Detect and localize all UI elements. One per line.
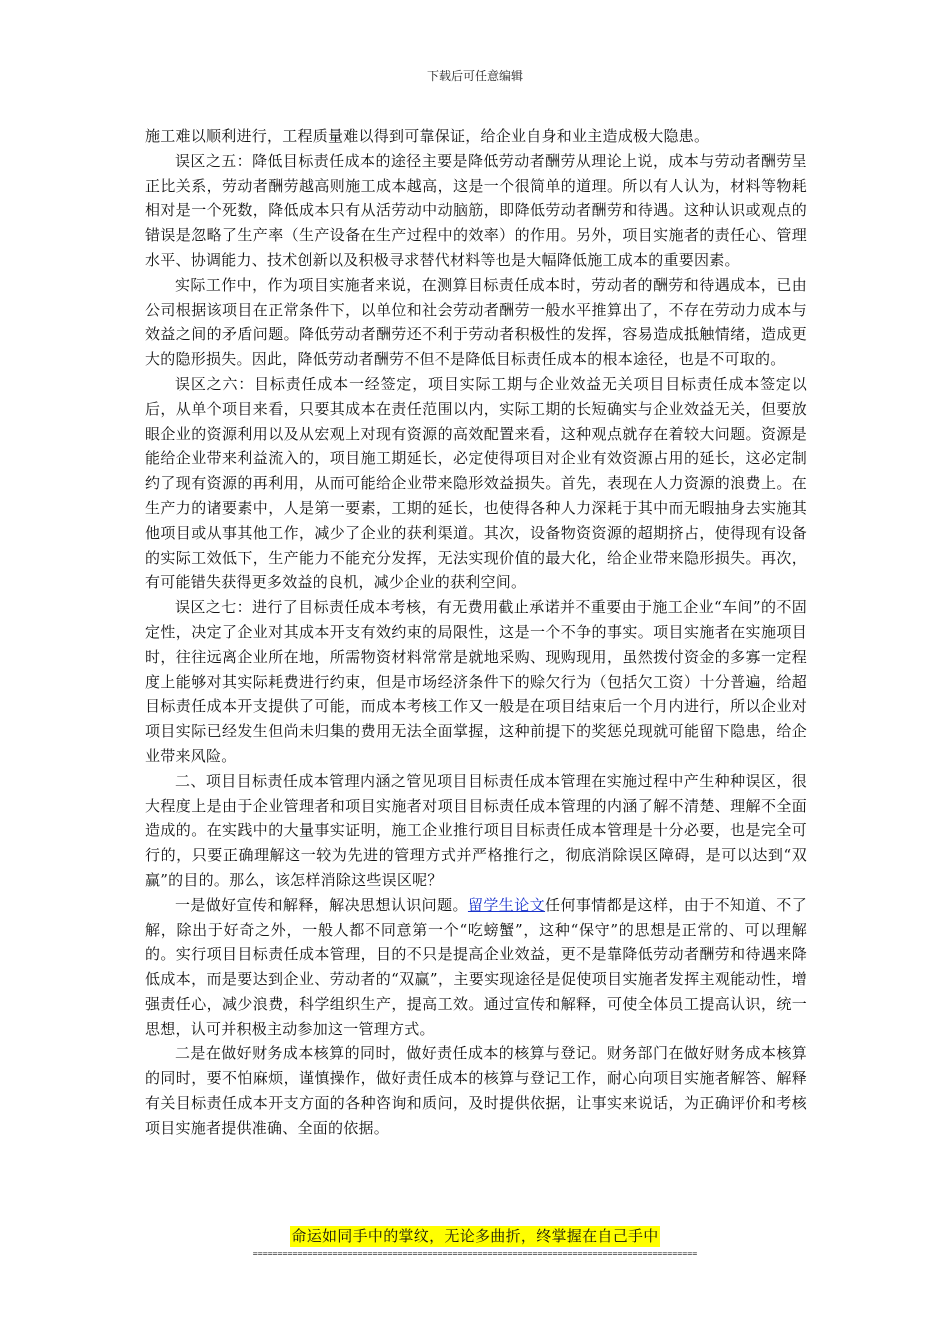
- motto-highlight: 命运如同手中的掌纹，无论多曲折，终掌握在自己手中: [291, 1227, 659, 1245]
- page-header: 下载后可任意编辑: [426, 69, 523, 83]
- paragraph-continuation: 施工难以顺利进行，工程质量难以得到可靠保证，给企业自身和业主造成极大隐患。: [145, 127, 710, 145]
- paragraph-practical-work: 实际工作中，作为项目实施者来说，在测算目标责任成本时，劳动者的酬劳和待遇成本，已由公司根据该项目在正常条件下，以单位和社会劳动者酬劳一般水平推算出了，不存在劳动力成本与效益之间的矛盾问题。降低劳动者酬劳还不利于劳动者积极性的发挥，容易造成抵触情绪，造成更大的隐形损失。因此，降低劳动者酬劳不但不是降低目标责任成本的根本途径，也是不可取的。: [145, 275, 807, 369]
- measure-1-body: 任何事情都是这样，由于不知道、不了解，除出于好奇之外，一般人都不同意第一个“吃螃蟹”，这种“保守”的思想是正常的、可以理解的。实行项目目标责任成本管理，目的不只是提高企业效益，更不是靠降低劳动者酬劳和待遇来降低成本，而是要达到企业、劳动者的“双赢”，主要实现途径是促使项目实施者发挥主观能动性，增强责任心，减少浪费，科学组织生产，提高工效。通过宣传和解释，可使全体员工提高认识，统一思想，认可并积极主动参加这一管理方式。: [145, 895, 807, 1038]
- essay-link[interactable]: 留学生论文: [467, 895, 546, 914]
- paragraph-misconception-5: 误区之五：降低目标责任成本的途径主要是降低劳动者酬劳从理论上说，成本与劳动者酬劳呈正比关系，劳动者酬劳越高则施工成本越高，这是一个很简单的道理。所以有人认为，材料等物耗相对是一个死数，降低成本只有从活劳动中动脑筋，即降低劳动者酬劳和待遇。这种认识或观点的错误是忽略了生产率（生产设备在生产过程中的效率）的作用。另外，项目实施者的责任心、管理水平、协调能力、技术创新以及积极寻求替代材料等也是大幅降低施工成本的重要因素。: [145, 151, 807, 269]
- divider-line: =========================================================================================: [252, 1248, 698, 1258]
- motto-container: [0, 1226, 950, 1247]
- paragraph-misconception-7: 误区之七：进行了目标责任成本考核，有无费用截止承诺并不重要由于施工企业“车间”的不固定性，决定了企业对其成本开支有效约束的局限性，这是一个不争的事实。项目实施者在实施项目时，往往远离企业所在地，所需物资材料常常是就地采购、现购现用，虽然拨付资金的多寡一定程度上能够对其实际耗费进行约束，但是市场经济条件下的赊欠行为（包括欠工资）十分普遍，给超目标责任成本开支提供了可能，而成本考核工作又一般是在项目结束后一个月内进行，所以企业对项目实际已经发生但尚未归集的费用无法全面掌握，这种前提下的奖惩兑现就可能留下隐患，给企业带来风险。: [145, 598, 807, 765]
- paragraph-measure-2: 二是在做好财务成本核算的同时，做好责任成本的核算与登记。财务部门在做好财务成本核算的同时，要不怕麻烦，谨慎操作，做好责任成本的核算与登记工作，耐心向项目实施者解答、解释有关目标责任成本开支方面的各种咨询和质问，及时提供依据，让事实来说话，为正确评价和考核项目实施者提供准确、全面的依据。: [145, 1044, 807, 1137]
- document-body: [145, 124, 807, 1141]
- paragraph-misconception-6: 误区之六：目标责任成本一经签定，项目实际工期与企业效益无关项目目标责任成本签定以后，从单个项目来看，只要其成本在责任范围以内，实际工期的长短确实与企业效益无关，但要放眼企业的资源利用以及从宏观上对现有资源的高效配置来看，这种观点就存在着较大问题。资源是能给企业带来利益流入的，项目施工期延长，必定使得项目对企业有效资源占用的延长，这必定制约了现有资源的再利用，从而可能给企业带来隐形效益损失。首先，表现在人力资源的浪费上。在生产力的诸要素中，人是第一要素，工期的延长，也使得各种人力深耗于其中而无暇抽身去实施其他项目或从事其他工作，减少了企业的获利渠道。其次，设备物资资源的超期挤占，使得现有设备的实际工效低下，生产能力不能充分发挥，无法实现价值的最大化，给企业带来隐形损失。再次，有可能错失获得更多效益的良机，减少企业的获利空间。: [145, 374, 807, 592]
- measure-1-intro: 一是做好宣传和解释，解决思想认识问题。: [175, 895, 468, 914]
- paragraph-section-2: 二、项目目标责任成本管理内涵之管见项目目标责任成本管理在实施过程中产生种种误区，很大程度上是由于企业管理者和项目实施者对项目目标责任成本管理的内涵了解不清楚、理解不全面造成的。在实践中的大量事实证明，施工企业推行项目目标责任成本管理是十分必要，也是完全可行的，只要正确理解这一较为先进的管理方式并严格推行之，彻底消除误区障碍，是可以达到“双赢”的目的。那么，该怎样消除这些误区呢？: [145, 771, 807, 889]
- paragraph-measure-1: [145, 893, 807, 1042]
